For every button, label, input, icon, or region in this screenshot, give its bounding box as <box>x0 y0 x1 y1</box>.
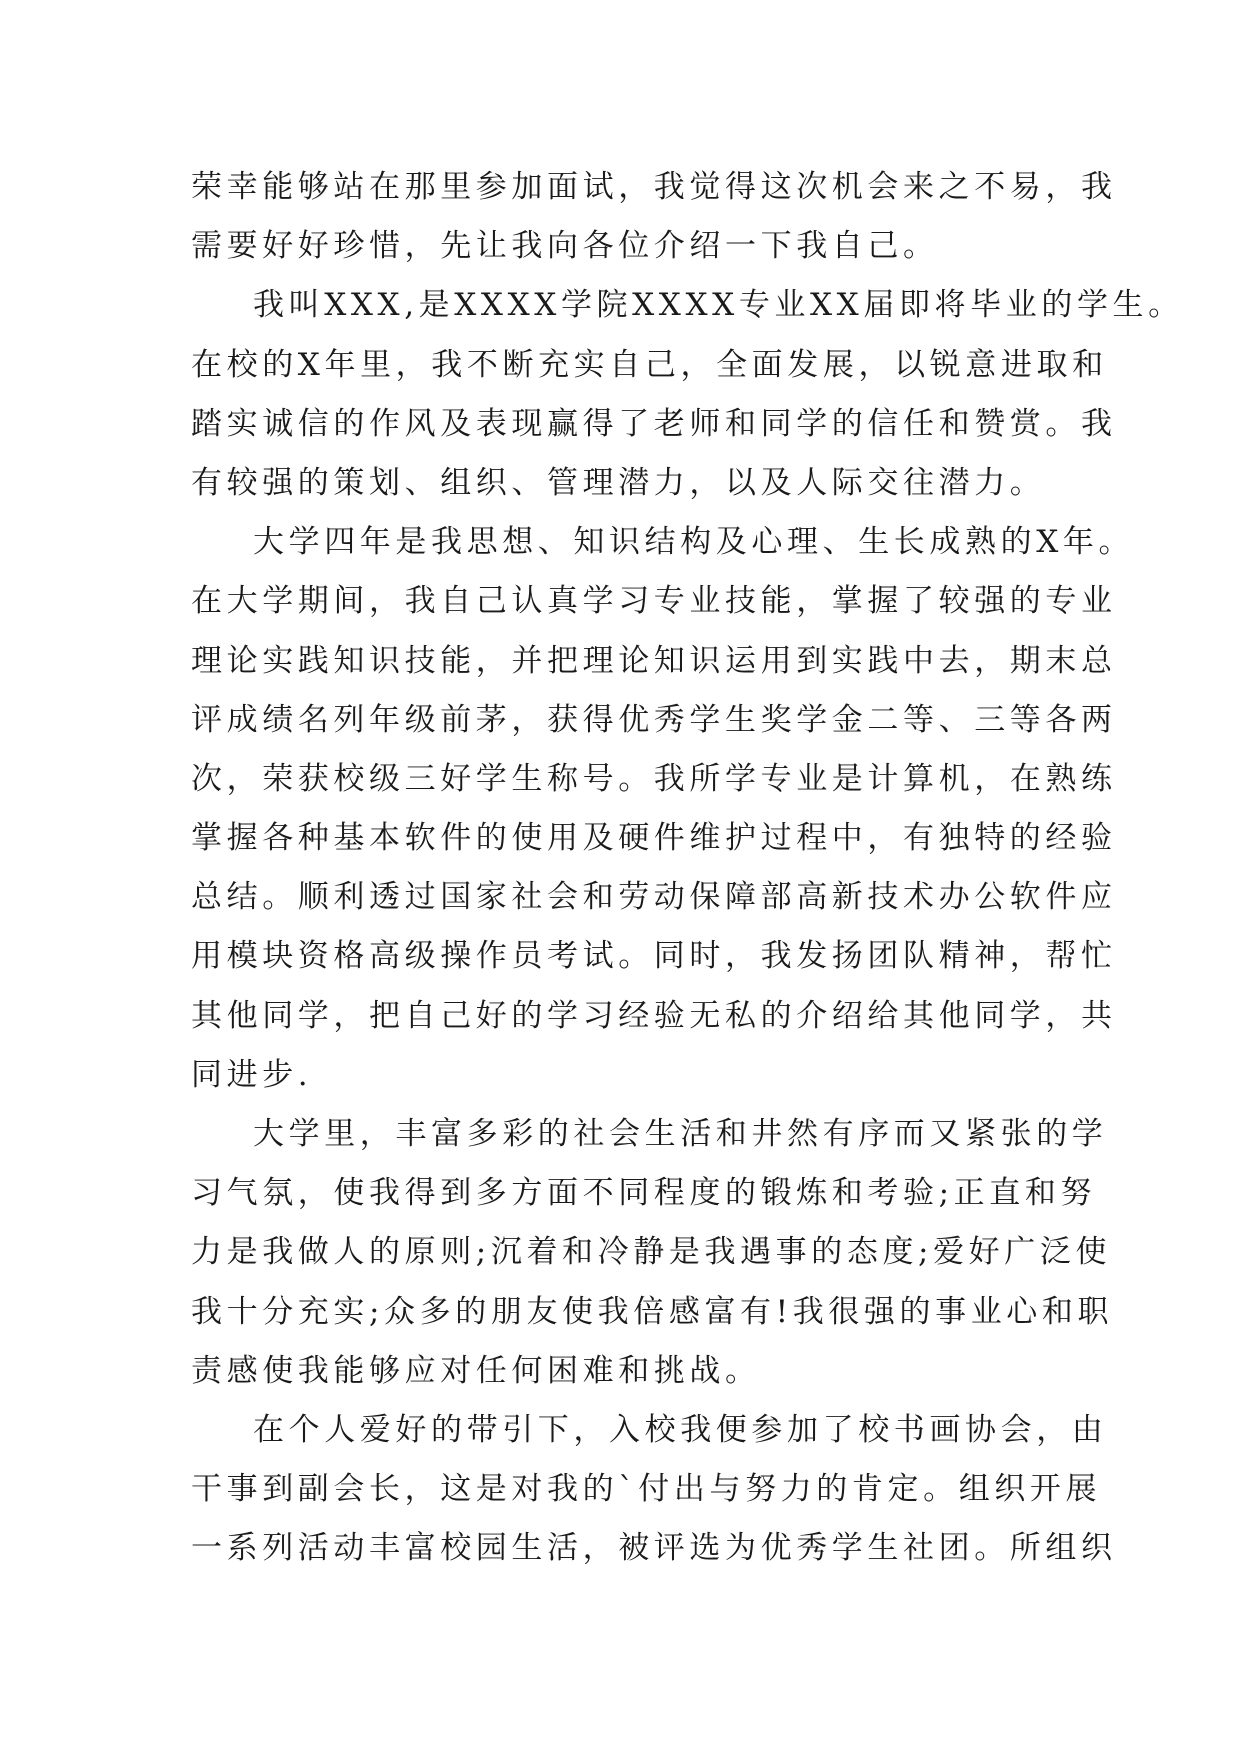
text-line: 次，荣获校级三好学生称号。我所学专业是计算机，在熟练 <box>191 760 1117 797</box>
text-line: 总结。顺利透过国家社会和劳动保障部高新技术办公软件应 <box>191 879 1117 916</box>
text-line: 掌握各种基本软件的使用及硬件维护过程中，有独特的经验 <box>191 820 1117 857</box>
text-line: 干事到副会长，这是对我的`付出与努力的肯定。组织开展 <box>191 1471 1102 1508</box>
paragraph-start-line: 我叫XXX,是XXXX学院XXXX专业XX届即将毕业的学生。 <box>253 287 1184 324</box>
text-line: 力是我做人的原则;沉着和冷静是我遇事的态度;爱好广泛使 <box>191 1234 1112 1271</box>
text-line: 同进步. <box>191 1056 313 1093</box>
text-line: 一系列活动丰富校园生活，被评选为优秀学生社团。所组织 <box>191 1530 1117 1567</box>
text-line: 责感使我能够应对任何困难和挑战。 <box>191 1352 761 1389</box>
text-line: 荣幸能够站在那里参加面试，我觉得这次机会来之不易，我 <box>191 169 1117 205</box>
document-body <box>191 158 1184 1579</box>
text-line: 习气氛，使我得到多方面不同程度的锻炼和考验;正直和努 <box>191 1175 1097 1212</box>
text-line: 在校的X年里，我不断充实自己，全面发展，以锐意进取和 <box>191 346 1108 383</box>
paragraph-start-line: 大学四年是我思想、知识结构及心理、生长成熟的X年。 <box>253 524 1135 561</box>
text-line: 踏实诚信的作风及表现赢得了老师和同学的信任和赞赏。我 <box>191 405 1117 442</box>
text-line: 在大学期间，我自己认真学习专业技能，掌握了较强的专业 <box>191 583 1117 620</box>
text-line: 用模块资格高级操作员考试。同时，我发扬团队精神，帮忙 <box>191 938 1117 975</box>
paragraph-start-line: 大学里，丰富多彩的社会生活和井然有序而又紧张的学 <box>253 1116 1108 1152</box>
paragraph-start-line: 在个人爱好的带引下，入校我便参加了校书画协会，由 <box>253 1411 1108 1448</box>
text-line: 需要好好珍惜，先让我向各位介绍一下我自己。 <box>191 228 939 265</box>
text-line: 理论实践知识技能，并把理论知识运用到实践中去，期末总 <box>191 642 1117 679</box>
text-line: 其他同学，把自己好的学习经验无私的介绍给其他同学，共 <box>191 997 1117 1034</box>
text-line: 有较强的策划、组织、管理潜力，以及人际交往潜力。 <box>191 464 1046 501</box>
text-line: 我十分充实;众多的朋友使我倍感富有!我很强的事业心和职 <box>191 1293 1114 1330</box>
text-line: 评成绩名列年级前茅，获得优秀学生奖学金二等、三等各两 <box>191 701 1117 738</box>
